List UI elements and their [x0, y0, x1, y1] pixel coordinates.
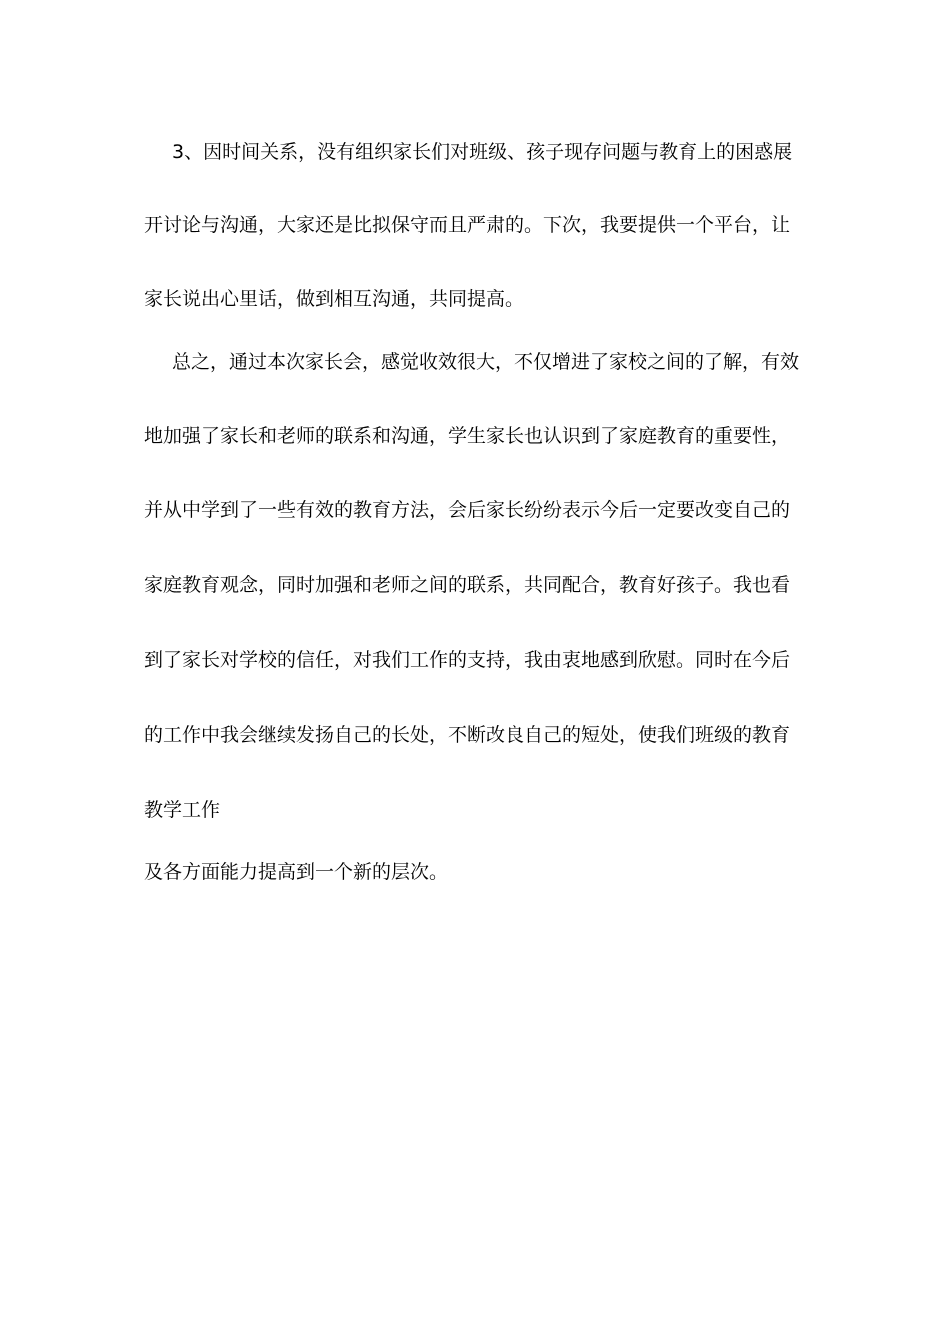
paragraph-2-line-1: 总之，通过本次家长会，感觉收效很大，不仅增进了家校之间的了解，有效	[172, 351, 800, 373]
paragraph-2-line-2: 地加强了家长和老师的联系和沟通，学生家长也认识到了家庭教育的重要性，	[144, 425, 791, 447]
paragraph-1-line-3: 家长说出心里话，做到相互沟通，共同提高。	[144, 288, 525, 310]
paragraph-2-line-3: 并从中学到了一些有效的教育方法，会后家长纷纷表示今后一定要改变自己的	[144, 499, 791, 521]
paragraph-2-line-6: 的工作中我会继续发扬自己的长处，不断改良自己的短处，使我们班级的教育	[144, 724, 791, 746]
paragraph-2-line-5: 到了家长对学校的信任，对我们工作的支持，我由衷地感到欣慰。同时在今后	[144, 649, 791, 671]
paragraph-1-line-2: 开讨论与沟通，大家还是比拟保守而且严肃的。下次，我要提供一个平台，让	[144, 214, 791, 236]
paragraph-1-line-1: 3、因时间关系，没有组织家长们对班级、孩子现存问题与教育上的困惑展	[172, 141, 793, 163]
paragraph-2-line-7: 教学工作	[144, 799, 221, 821]
paragraph-2-line-8: 及各方面能力提高到一个新的层次。	[144, 861, 449, 883]
paragraph-2-line-4: 家庭教育观念，同时加强和老师之间的联系，共同配合，教育好孩子。我也看	[144, 574, 791, 596]
